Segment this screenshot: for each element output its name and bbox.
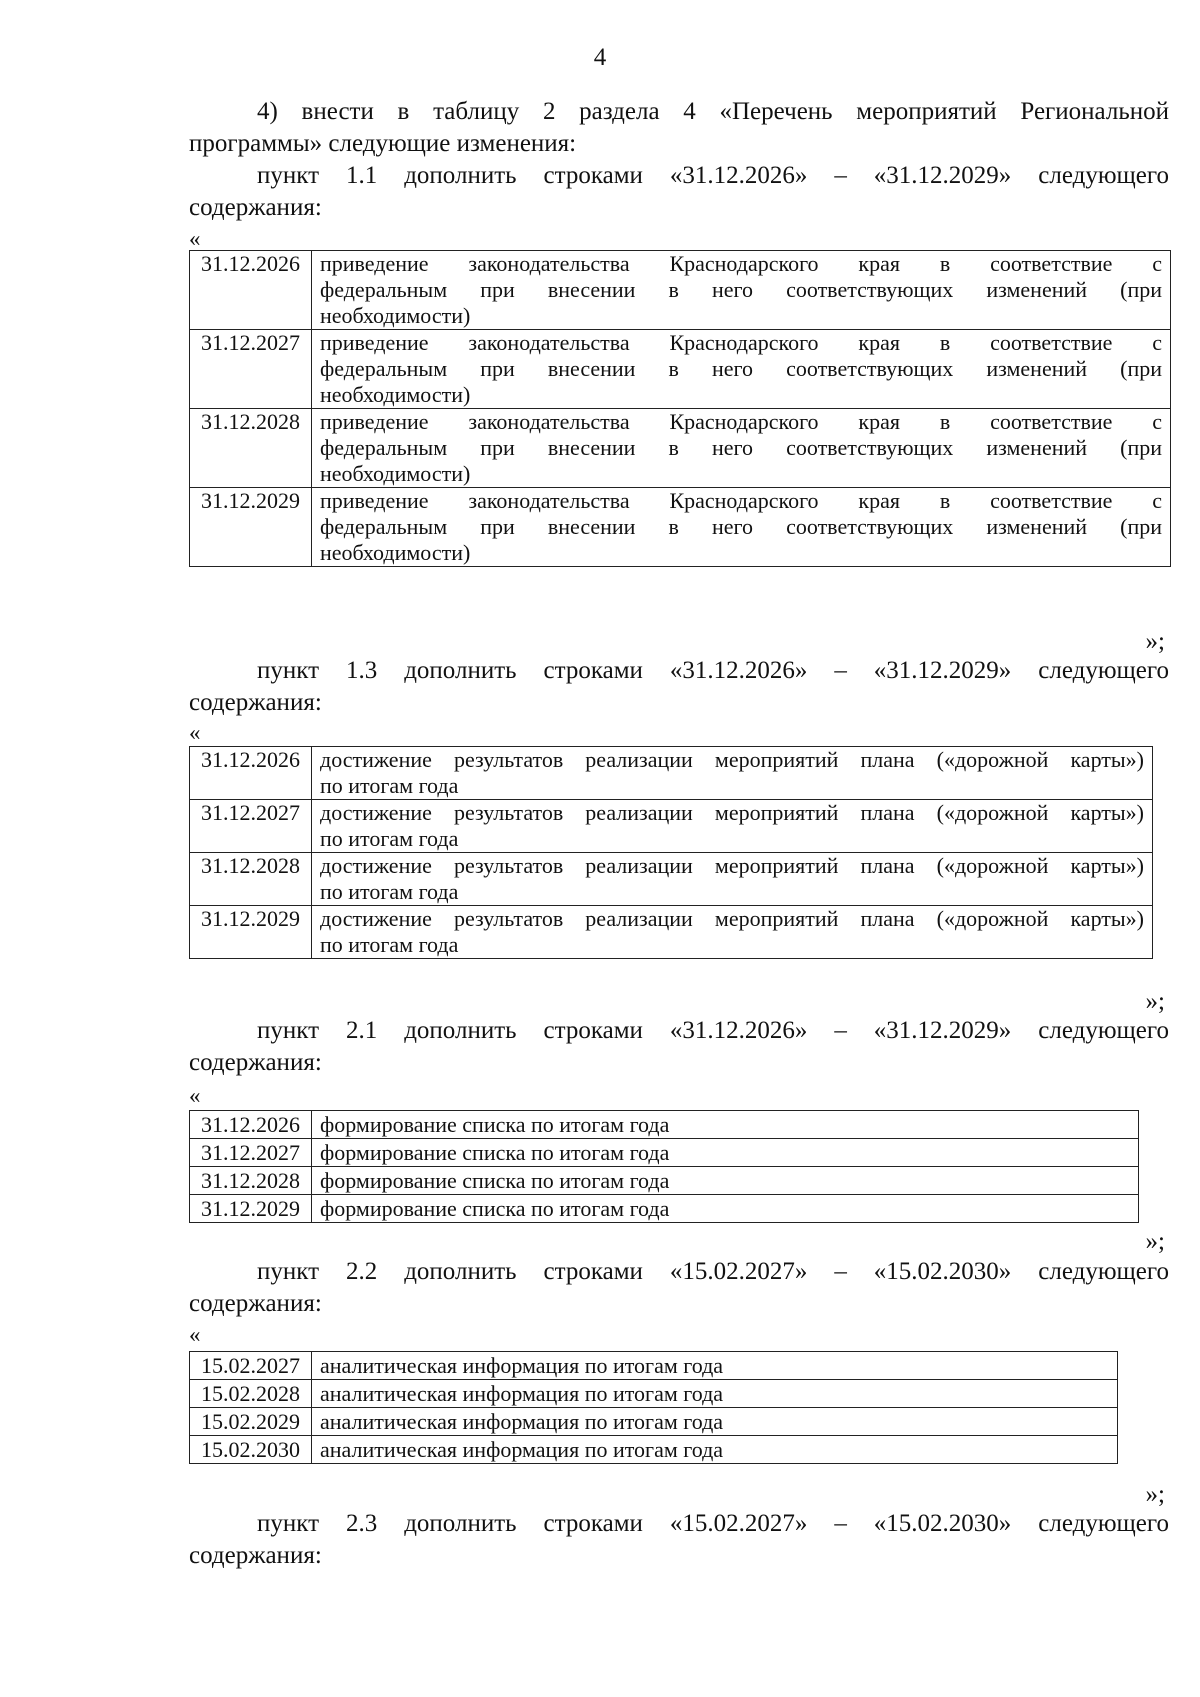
heading-line-2: содержания: — [189, 1049, 322, 1076]
row-text-line: приведение законодательства Краснодарского края в соответствие с — [320, 330, 1162, 355]
row-text-line: необходимости) — [320, 382, 471, 407]
row-text: формирование списка по итогам года — [312, 1139, 1139, 1167]
heading-line-2: содержания: — [189, 1542, 322, 1569]
closing-quote: »; — [1145, 1481, 1165, 1508]
row-date: 31.12.2027 — [190, 330, 312, 409]
table-row — [190, 1380, 1118, 1408]
row-text-line: федеральным при внесении в него соответствующих изменений (при — [320, 435, 1162, 460]
table-row — [190, 251, 1171, 330]
table-row — [190, 1167, 1139, 1195]
row-date: 31.12.2029 — [190, 906, 312, 959]
row-text-line: федеральным при внесении в него соответствующих изменений (при — [320, 356, 1162, 381]
row-text-line: необходимости) — [320, 303, 471, 328]
row-text — [312, 488, 1171, 567]
row-date: 31.12.2027 — [190, 800, 312, 853]
row-date: 15.02.2028 — [190, 1380, 312, 1408]
row-date: 31.12.2029 — [190, 488, 312, 567]
row-text-line: по итогам года — [320, 879, 459, 904]
opening-quote: « — [189, 1083, 201, 1108]
section-2-1-heading — [189, 1015, 1169, 1079]
row-text: аналитическая информация по итогам года — [312, 1380, 1118, 1408]
row-text: формирование списка по итогам года — [312, 1195, 1139, 1223]
row-text-line: достижение результатов реализации мероприятий плана («дорожной карты») — [320, 747, 1144, 772]
row-text-line: приведение законодательства Краснодарского края в соответствие с — [320, 488, 1162, 513]
intro-line-2: программы» следующие изменения: — [189, 130, 577, 157]
opening-quote: « — [189, 226, 201, 251]
row-text: формирование списка по итогам года — [312, 1111, 1139, 1139]
table-row — [190, 1436, 1118, 1464]
row-text — [312, 800, 1153, 853]
row-text — [312, 409, 1171, 488]
row-text: аналитическая информация по итогам года — [312, 1408, 1118, 1436]
row-text-line: федеральным при внесении в него соответствующих изменений (при — [320, 277, 1162, 302]
row-date: 15.02.2030 — [190, 1436, 312, 1464]
row-text — [312, 906, 1153, 959]
row-text — [312, 747, 1153, 800]
row-text-line: необходимости) — [320, 540, 471, 565]
row-text-line: достижение результатов реализации мероприятий плана («дорожной карты») — [320, 800, 1144, 825]
opening-quote: « — [189, 720, 201, 745]
row-text-line: по итогам года — [320, 773, 459, 798]
closing-quote: »; — [1145, 1228, 1165, 1255]
row-text: формирование списка по итогам года — [312, 1167, 1139, 1195]
row-date: 31.12.2029 — [190, 1195, 312, 1223]
section-1-1-heading — [189, 160, 1169, 224]
row-text-line: необходимости) — [320, 461, 471, 486]
page-number: 4 — [593, 44, 607, 71]
table-row — [190, 853, 1153, 906]
row-date: 31.12.2027 — [190, 1139, 312, 1167]
section-1-3-table — [189, 746, 1153, 959]
row-text: аналитическая информация по итогам года — [312, 1436, 1118, 1464]
table-row — [190, 488, 1171, 567]
row-text — [312, 330, 1171, 409]
table-row — [190, 1352, 1118, 1380]
row-text-line: по итогам года — [320, 826, 459, 851]
row-date: 31.12.2028 — [190, 409, 312, 488]
section-2-2-heading — [189, 1256, 1169, 1320]
heading-line-1: пункт 2.1 дополнить строками «31.12.2026» – «31.12.2029» следующего — [257, 1017, 1169, 1044]
heading-line-2: содержания: — [189, 194, 322, 221]
row-date: 31.12.2026 — [190, 1111, 312, 1139]
row-text-line: приведение законодательства Краснодарского края в соответствие с — [320, 251, 1162, 276]
heading-line-1: пункт 2.2 дополнить строками «15.02.2027» – «15.02.2030» следующего — [257, 1258, 1169, 1285]
closing-quote: »; — [1145, 988, 1165, 1015]
row-text-line: по итогам года — [320, 932, 459, 957]
row-text: аналитическая информация по итогам года — [312, 1352, 1118, 1380]
table-row — [190, 1111, 1139, 1139]
table-row — [190, 409, 1171, 488]
row-text — [312, 251, 1171, 330]
row-date: 15.02.2027 — [190, 1352, 312, 1380]
row-text-line: федеральным при внесении в него соответствующих изменений (при — [320, 514, 1162, 539]
section-1-1-table — [189, 250, 1171, 567]
row-date: 31.12.2026 — [190, 747, 312, 800]
table-row — [190, 1139, 1139, 1167]
table-row — [190, 1408, 1118, 1436]
heading-line-2: содержания: — [189, 689, 322, 716]
section-1-3-heading — [189, 655, 1169, 719]
intro-paragraph — [189, 96, 1169, 160]
row-text-line: приведение законодательства Краснодарского края в соответствие с — [320, 409, 1162, 434]
heading-line-1: пункт 1.3 дополнить строками «31.12.2026» – «31.12.2029» следующего — [257, 657, 1169, 684]
row-text-line: достижение результатов реализации мероприятий плана («дорожной карты») — [320, 853, 1144, 878]
section-2-1-table — [189, 1110, 1139, 1223]
closing-quote: »; — [1145, 628, 1165, 655]
row-text — [312, 853, 1153, 906]
heading-line-1: пункт 2.3 дополнить строками «15.02.2027» – «15.02.2030» следующего — [257, 1510, 1169, 1537]
section-2-2-table — [189, 1351, 1118, 1464]
section-2-3-heading — [189, 1508, 1169, 1572]
heading-line-2: содержания: — [189, 1290, 322, 1317]
table-row — [190, 747, 1153, 800]
row-date: 31.12.2028 — [190, 853, 312, 906]
table-row — [190, 1195, 1139, 1223]
table-row — [190, 330, 1171, 409]
intro-line-1: 4) внести в таблицу 2 раздела 4 «Перечень мероприятий Региональной — [257, 98, 1169, 125]
row-date: 31.12.2026 — [190, 251, 312, 330]
heading-line-1: пункт 1.1 дополнить строками «31.12.2026» – «31.12.2029» следующего — [257, 162, 1169, 189]
table-row — [190, 906, 1153, 959]
row-date: 31.12.2028 — [190, 1167, 312, 1195]
table-row — [190, 800, 1153, 853]
row-date: 15.02.2029 — [190, 1408, 312, 1436]
opening-quote: « — [189, 1322, 201, 1347]
row-text-line: достижение результатов реализации мероприятий плана («дорожной карты») — [320, 906, 1144, 931]
